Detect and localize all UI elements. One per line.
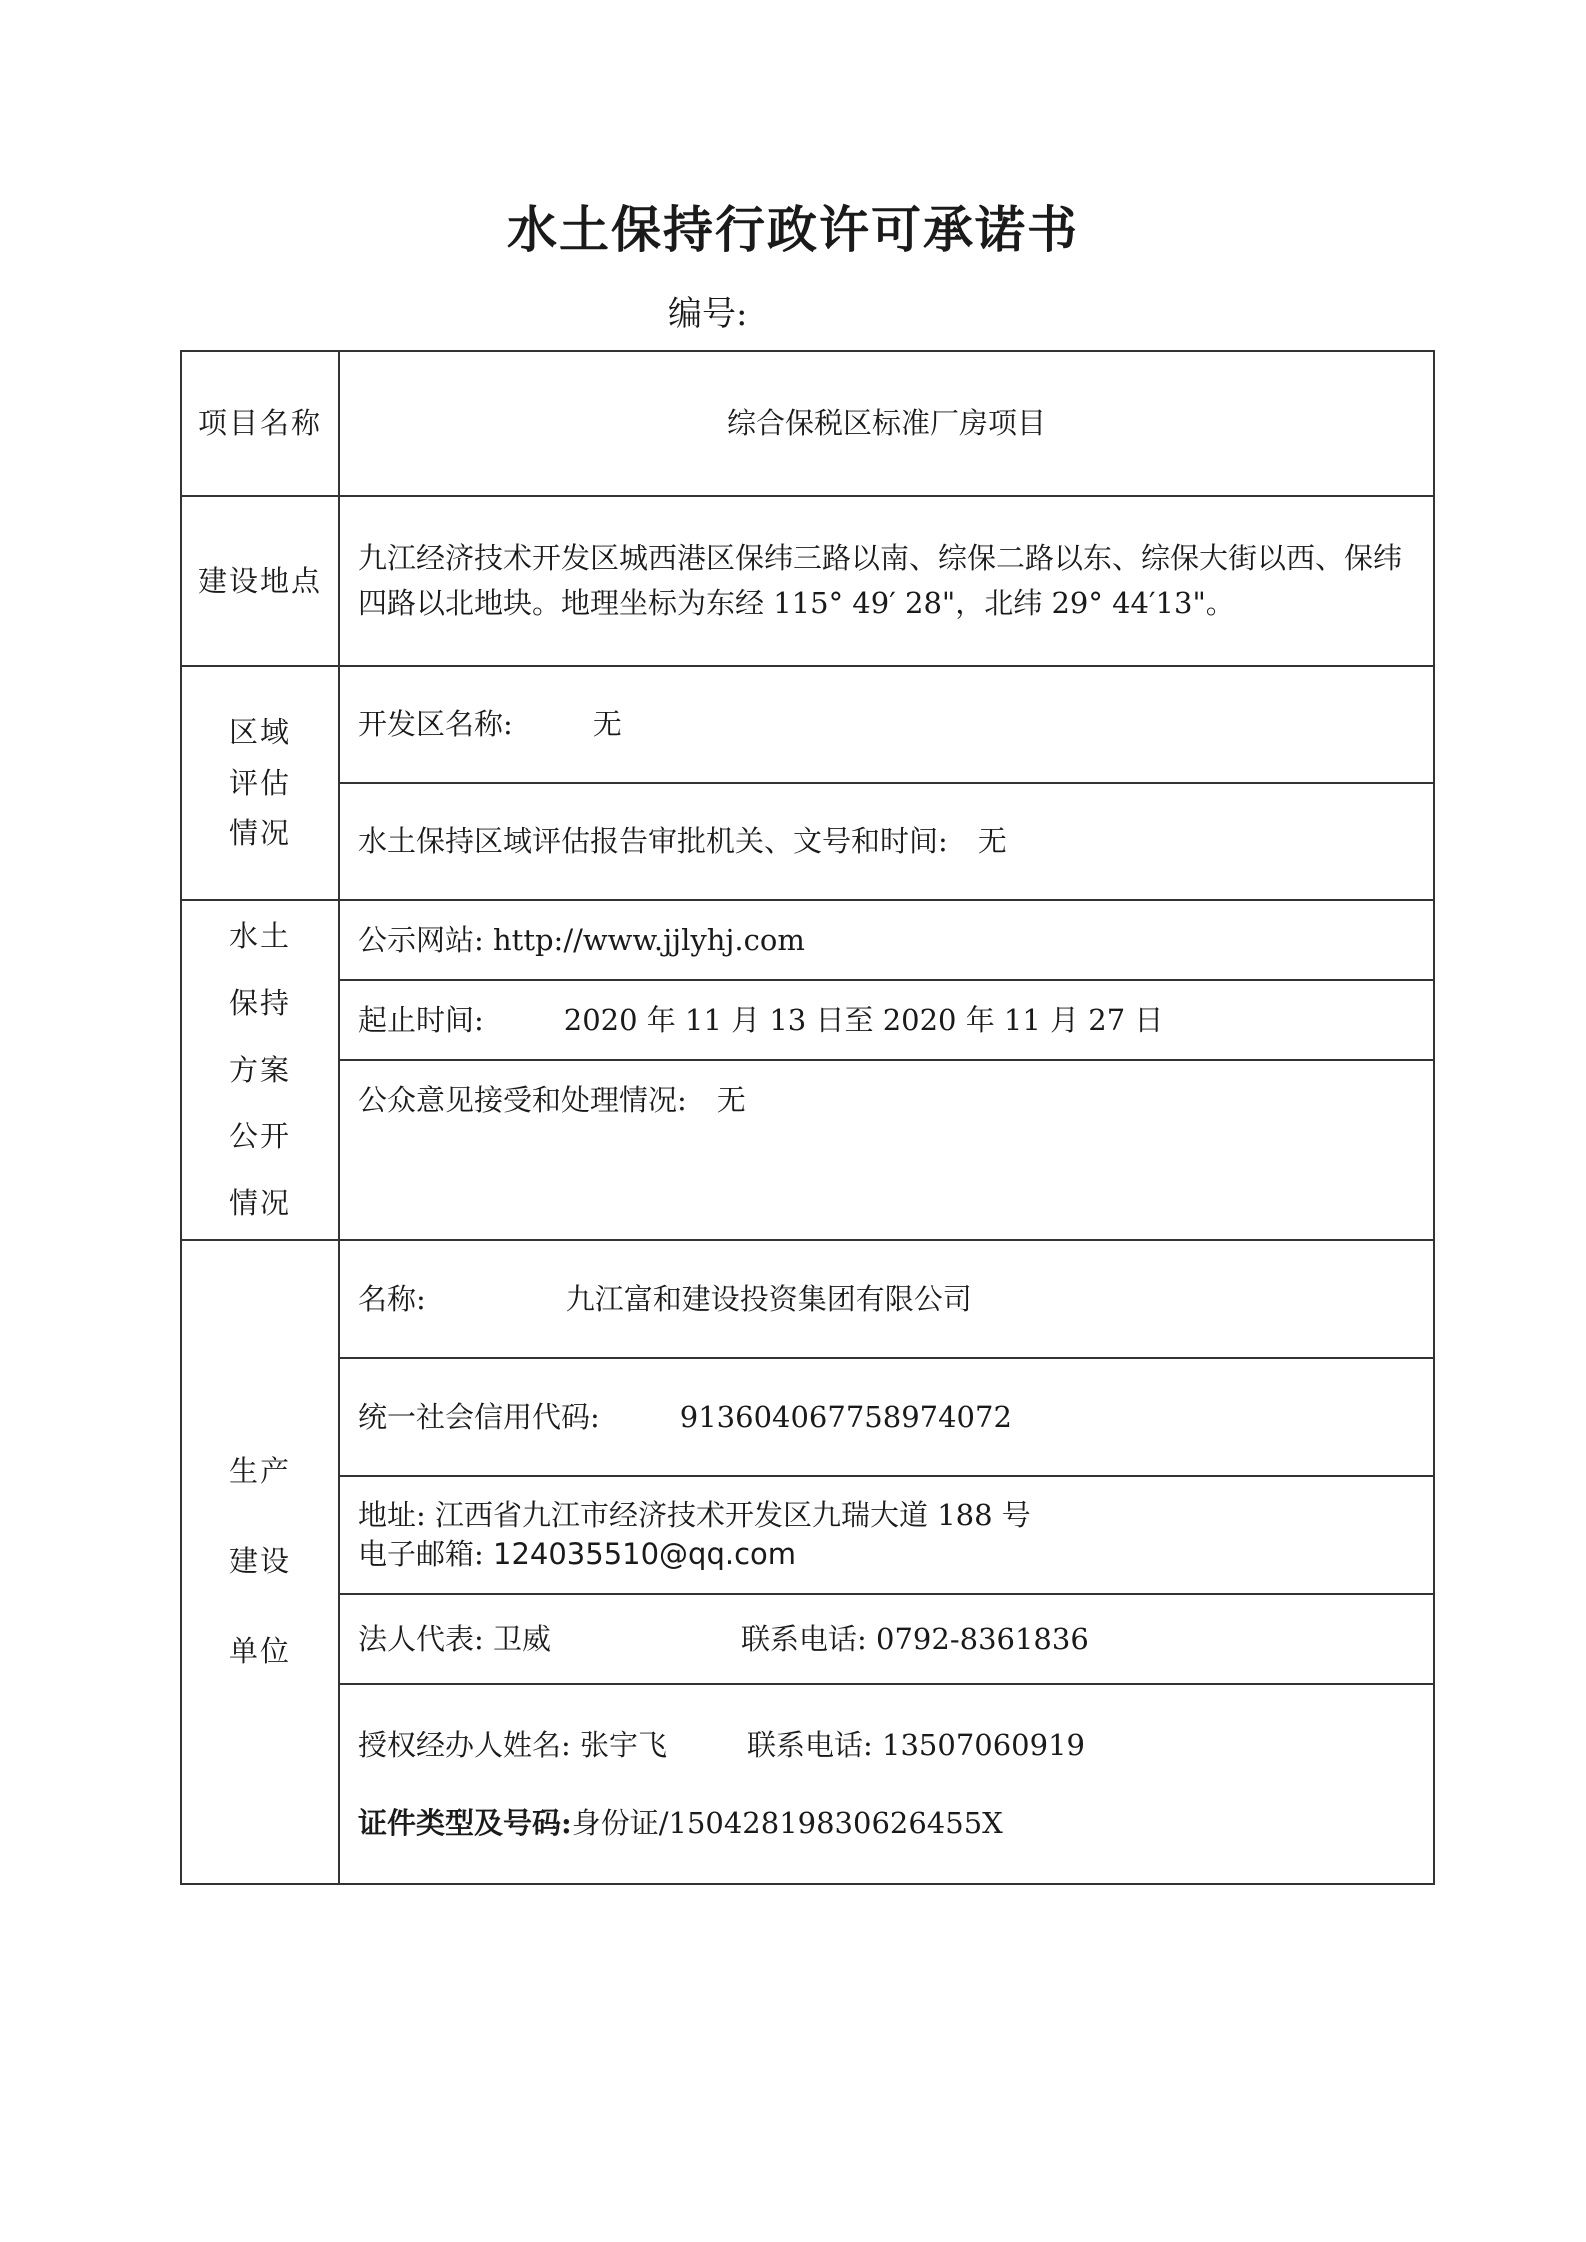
plan-disclosure-label-line: 情况	[228, 1186, 291, 1221]
period-label: 起止时间:	[358, 1002, 484, 1037]
id-label: 证件类型及号码:	[358, 1806, 572, 1840]
location-row	[181, 496, 1434, 666]
legal-rep-label: 法人代表:	[358, 1621, 484, 1656]
credit-code-row	[181, 1358, 1434, 1476]
agent-phone-label: 联系电话:	[747, 1727, 873, 1762]
location-label: 建设地点	[181, 496, 339, 666]
builder-label-line: 建设	[228, 1544, 291, 1579]
feedback-cell	[339, 1060, 1434, 1240]
project-name-row	[181, 351, 1434, 496]
builder-name-cell	[339, 1240, 1434, 1358]
feedback-value: 无	[716, 1083, 746, 1117]
project-name-label: 项目名称	[181, 351, 339, 496]
page-title: 水土保持行政许可承诺书	[507, 201, 1079, 259]
id-value: 身份证/15042819830626455X	[571, 1806, 1003, 1840]
builder-name-row	[181, 1240, 1434, 1358]
credit-code-cell	[339, 1358, 1434, 1476]
address-value: 江西省九江市经济技术开发区九瑞大道 188 号	[435, 1497, 1031, 1532]
regional-approval-row	[181, 783, 1434, 900]
builder-label	[181, 1240, 339, 1884]
approval-label: 水土保持区域评估报告审批机关、文号和时间:	[358, 824, 948, 859]
approval-cell	[339, 783, 1434, 900]
builder-label-line: 单位	[228, 1633, 291, 1668]
legal-rep-row	[181, 1594, 1434, 1684]
plan-disclosure-label-line: 水土	[228, 919, 291, 954]
location-value: 九江经济技术开发区城西港区保纬三路以南、综保二路以东、综保大街以西、保纬四路以北地块。地理坐标为东经 115° 49′ 28"，北纬 29° 44′13"。	[339, 496, 1434, 666]
regional-assessment-label-line: 评估	[228, 765, 291, 800]
regional-zone-row	[181, 666, 1434, 783]
plan-disclosure-label	[181, 900, 339, 1240]
document-number-label: 编号:	[668, 294, 748, 334]
website-cell	[339, 900, 1434, 980]
legal-phone-label: 联系电话:	[741, 1621, 867, 1656]
period-row	[181, 980, 1434, 1060]
address-cell	[339, 1476, 1434, 1594]
period-value: 2020 年 11 月 13 日至 2020 年 11 月 27 日	[563, 1002, 1164, 1037]
builder-label-line: 生产	[228, 1454, 291, 1489]
regional-assessment-label-line: 区域	[228, 714, 291, 749]
website-value[interactable]: http://www.jjlyhj.com	[493, 922, 805, 957]
commitment-form-table	[180, 350, 1435, 1885]
regional-assessment-label	[181, 666, 339, 900]
zone-name-value: 无	[592, 707, 622, 742]
agent-cell	[339, 1684, 1434, 1884]
zone-name-label: 开发区名称:	[358, 707, 513, 742]
builder-name-label: 名称:	[358, 1281, 426, 1316]
plan-disclosure-label-line: 保持	[228, 985, 291, 1020]
regional-assessment-label-line: 情况	[228, 816, 291, 851]
plan-disclosure-label-line: 方案	[228, 1052, 291, 1087]
project-name-value: 综合保税区标准厂房项目	[339, 351, 1434, 496]
email-label: 电子邮箱:	[358, 1537, 484, 1571]
credit-code-label: 统一社会信用代码:	[358, 1399, 600, 1434]
address-row	[181, 1476, 1434, 1594]
agent-value: 张宇飞	[580, 1727, 668, 1762]
agent-label: 授权经办人姓名:	[358, 1727, 571, 1762]
agent-row	[181, 1684, 1434, 1884]
website-label: 公示网站:	[358, 922, 484, 957]
feedback-label: 公众意见接受和处理情况:	[358, 1083, 687, 1117]
legal-rep-value: 卫威	[493, 1621, 552, 1656]
email-value[interactable]: 124035510@qq.com	[493, 1537, 797, 1571]
approval-value: 无	[977, 824, 1007, 859]
legal-rep-cell	[339, 1594, 1434, 1684]
feedback-row	[181, 1060, 1434, 1240]
address-label: 地址:	[358, 1497, 426, 1532]
zone-name-cell	[339, 666, 1434, 783]
website-row	[181, 900, 1434, 980]
legal-phone-value: 0792-8361836	[876, 1621, 1089, 1656]
credit-code-value: 913604067758974072	[679, 1399, 1012, 1434]
agent-phone-value: 13507060919	[882, 1727, 1085, 1762]
plan-disclosure-label-line: 公开	[228, 1119, 291, 1154]
period-cell	[339, 980, 1434, 1060]
builder-name-value: 九江富和建设投资集团有限公司	[565, 1281, 972, 1316]
